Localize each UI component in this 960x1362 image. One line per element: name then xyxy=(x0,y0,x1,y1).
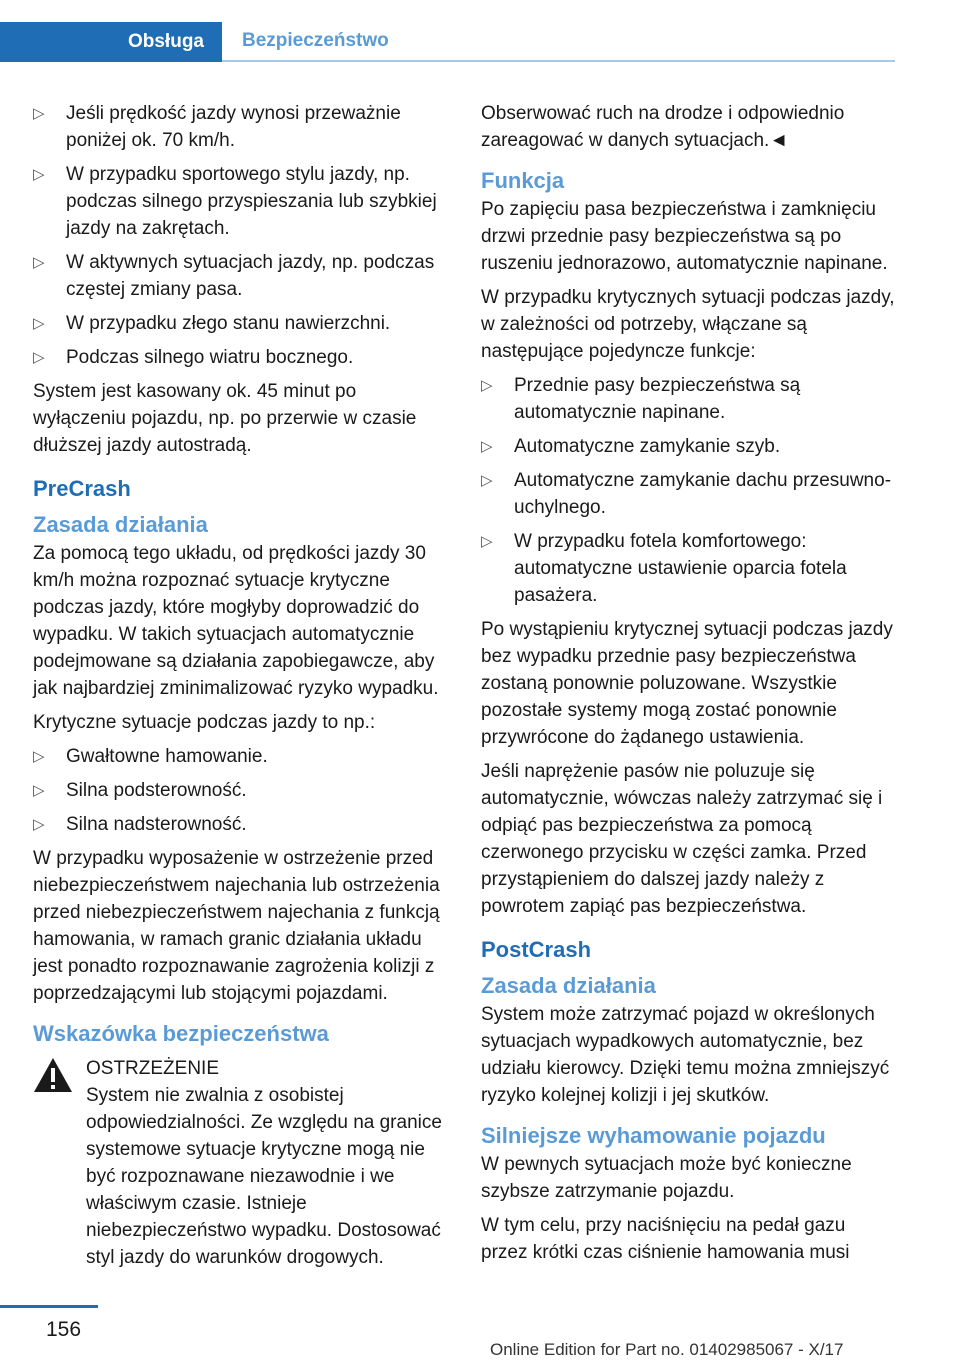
paragraph-reset: System jest kasowany ok. 45 minut po wyłączeniu pojazdu, np. po przerwie w czasie dłuższej jazdy autostradą. xyxy=(33,381,417,456)
list-item: ▷ Podczas silnego wiatru bocznego. xyxy=(33,344,449,371)
footer-rule xyxy=(0,1305,98,1308)
left-column xyxy=(33,100,449,1271)
list-item: ▷ W przypadku złego stanu nawierzchni. xyxy=(33,310,449,337)
paragraph-silniejsze-2: W tym celu, przy naciśnięciu na pedał gazu przez krótki czas ciśnienie hamowania musi xyxy=(481,1215,850,1263)
list-item: ▷ Przednie pasy bezpieczeństwa są automatycznie napinane. xyxy=(481,372,897,426)
tab-bezpieczenstwo[interactable]: Bezpieczeństwo xyxy=(222,22,895,62)
paragraph-obserwowac: Obserwować ruch na drodze i odpowiednio zareagować w danych sytuacjach.◄ xyxy=(481,103,845,151)
bullet-list-conditions xyxy=(33,100,449,371)
list-item: ▷ Silna nadsterowność. xyxy=(33,811,449,838)
warning-block xyxy=(33,1055,449,1271)
list-item: ▷ Jeśli prędkość jazdy wynosi przeważnie poniżej ok. 70 km/h. xyxy=(33,100,449,154)
list-item: ▷ W przypadku sportowego stylu jazdy, np. podczas silnego przyspieszania lub szybkiej jazdy na zakrętach. xyxy=(33,161,449,242)
paragraph-krytyczne: Krytyczne sytuacje podczas jazdy to np.: xyxy=(33,712,376,733)
warning-body: System nie zwalnia z osobistej odpowiedzialności. Ze względu na granice systemowe sytuacje krytyczne mogą nie być rozpoznawane niezawodnie i we właściwym czasie. Istnieje niebezpieczeństwo wypadku. Dostosować styl jazdy do warunków drogowych. xyxy=(86,1085,442,1268)
list-item: ▷ Silna podsterowność. xyxy=(33,777,449,804)
list-item: ▷ W aktywnych sytuacjach jazdy, np. podczas częstej zmiany pasa. xyxy=(33,249,449,303)
heading-zasada-dzialania: Zasada działania xyxy=(33,512,208,537)
heading-funkcja: Funkcja xyxy=(481,168,565,193)
edition-note: Online Edition for Part no. 01402985067 - X/17 xyxy=(490,1340,844,1359)
paragraph-silniejsze-1: W pewnych sytuacjach może być konieczne szybsze zatrzymanie pojazdu. xyxy=(481,1154,852,1202)
paragraph-zasada: Za pomocą tego układu, od prędkości jazdy 30 km/h można rozpoznać sytuacje krytyczne podczas jazdy, które mogłyby doprowadzić do wypadku. W takich sytuacjach automatycznie podejmowane są działania zapobiegawcze, aby jak najbardziej zminimalizować ryzyko wypadku. xyxy=(33,543,439,699)
paragraph-postcrash: System może zatrzymać pojazd w określonych sytuacjach wypadkowych automatycznie, bez udziału kierowcy. Dzięki temu można zmniejszyć ryzyko kolejnej kolizji i jej skutków. xyxy=(481,1004,890,1106)
bullet-list-functions xyxy=(481,372,897,609)
warning-title: OSTRZEŻENIE xyxy=(86,1058,220,1079)
warning-triangle-icon xyxy=(33,1057,73,1093)
paragraph-funkcja-1: Po zapięciu pasa bezpieczeństwa i zamknięciu drzwi przednie pasy bezpieczeństwa są po ruszeniu jednorazowo, automatycznie napinane. xyxy=(481,199,888,274)
bullet-list-critical xyxy=(33,743,449,838)
tab-obsluga[interactable]: Obsługa xyxy=(0,22,222,62)
heading-wskazowka: Wskazówka bezpieczeństwa xyxy=(33,1021,329,1046)
list-item: ▷ Automatyczne zamykanie dachu przesuwno-uchylnego. xyxy=(481,467,897,521)
right-column xyxy=(481,100,897,1273)
chapter-tabs xyxy=(0,22,895,62)
paragraph-po-wystapieniu: Po wystąpieniu krytycznej sytuacji podczas jazdy bez wypadku przednie pasy bezpieczeństwa zostaną ponownie poluzowane. Wszystkie pozostałe systemy mogą zostać ponownie przywrócone do żądanego ustawienia. xyxy=(481,619,893,748)
list-item: ▷ Gwałtowne hamowanie. xyxy=(33,743,449,770)
paragraph-funkcja-2: W przypadku krytycznych sytuacji podczas jazdy, w zależności od potrzeby, włączane są następujące pojedyncze funkcje: xyxy=(481,287,895,362)
heading-zasada-dzialania-2: Zasada działania xyxy=(481,973,656,998)
heading-precrash: PreCrash xyxy=(33,476,131,501)
paragraph-jesli: Jeśli naprężenie pasów nie poluzuje się automatycznie, wówczas należy zatrzymać się i odpiąć pas bezpieczeństwa za pomocą czerwonego przycisku w części zamka. Przed przystąpieniem do dalszej jazdy należy z powrotem zapiąć pas bezpieczeństwa. xyxy=(481,761,883,917)
page-number: 156 xyxy=(46,1318,82,1341)
list-item: ▷ Automatyczne zamykanie szyb. xyxy=(481,433,897,460)
list-item: ▷ W przypadku fotela komfortowego: automatyczne ustawienie oparcia fotela pasażera. xyxy=(481,528,897,609)
paragraph-ostrzezenie: W przypadku wyposażenie w ostrzeżenie przed niebezpieczeństwem najechania lub ostrzeżenia przed niebezpieczeństwem najechania z funkcją hamowania, w ramach granic działania układu jest ponadto rozpoznawanie zagrożenia kolizji z poprzedzającymi lub stojącymi pojazdami. xyxy=(33,848,440,1004)
heading-silniejsze: Silniejsze wyhamowanie pojazdu xyxy=(481,1123,826,1148)
heading-postcrash: PostCrash xyxy=(481,937,592,962)
